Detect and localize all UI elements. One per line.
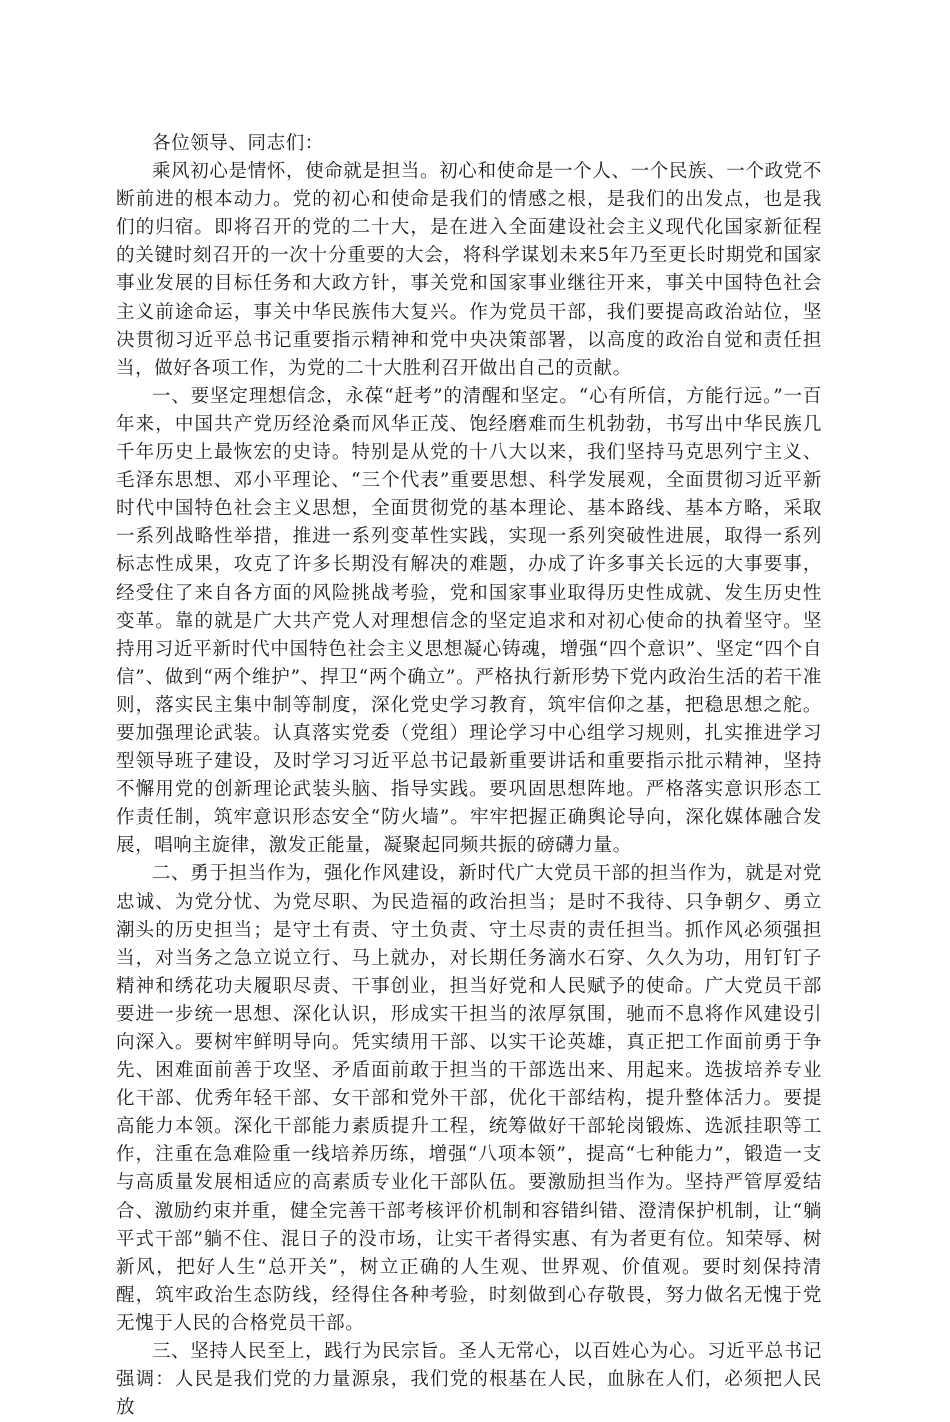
paragraph-intro: 乘风初心是情怀，使命就是担当。初心和使命是一个人、一个民族、一个政党不断前进的根本动力。党的初心和使命是我们的情感之根，是我们的出发点，也是我们的归宿。即将召开的党的二十大，是在进入全面建设社会主义现代化国家新征程的关键时刻召开的一次十分重要的大会，将科学谋划未来5年乃至更长时期党和国家事业发展的目标任务和大政方针，事关党和国家事业继往开来，事关中国特色社会主义前途命运，事关中华民族伟大复兴。作为党员干部，我们要提高政治站位，坚决贯彻习近平总书记重要指示精神和党中央决策部署，以高度的政治自觉和责任担当，做好各项工作，为党的二十大胜利召开做出自己的贡献。 — [116, 161, 822, 379]
paragraph-section-two: 二、勇于担当作为，强化作风建设，新时代广大党员干部的担当作为，就是对党忠诚、为党分忧、为党尽职、为民造福的政治担当；是时不我待、只争朝夕、勇立潮头的历史担当；是守土有责、守土负责、守土尽责的责任担当。抓作风必须强担当，对当务之急立说立行、马上就办，对长期任务滴水石穿、久久为功，用钉钉子精神和绣花功夫履职尽责、干事创业，担当好党和人民赋予的使命。广大党员干部要进一步统一思想、深化认识，形成实干担当的浓厚氛围，驰而不息将作风建设引向深入。要树牢鲜明导向。凭实绩用干部、以实干论英雄，真正把工作面前勇于争先、困难面前善于攻坚、矛盾面前敢于担当的干部选出来、用起来。选拔培养专业化干部、优秀年轻干部、女干部和党外干部，优化干部结构，提升整体活力。要提高能力本领。深化干部能力素质提升工程，统筹做好干部轮岗锻炼、选派挂职等工作，注重在急难险重一线培养历练，增强“八项本领”，提高“七种能力”，锻造一支与高质量发展相适应的高素质专业化干部队伍。要激励担当作为。坚持严管厚爱结合、激励约束并重，健全完善干部考核评价机制和容错纠错、澄清保护机制，让“躺平式干部”躺不住、混日子的没市场，让实干者得实惠、有为者更有位。知荣辱、树新风，把好人生“总开关”，树立正确的人生观、世界观、价值观。要时刻保持清醒，筑牢政治生态防线，经得住各种考验，时刻做到心存敬畏，努力做名无愧于党无愧于人民的合格党员干部。 — [116, 863, 822, 1334]
document-body — [116, 130, 822, 1422]
salutation: 各位领导、同志们： — [152, 133, 324, 154]
paragraph-section-one: 一、要坚定理想信念，永葆“赶考”的清醒和坚定。“心有所信，方能行远。”一百年来，中国共产党历经沧桑而风华正茂、饱经磨难而生机勃勃，书写出中华民族几千年历史上最恢宏的史诗。特别是从党的十八大以来，我们坚持马克思列宁主义、毛泽东思想、邓小平理论、“三个代表”重要思想、科学发展观，全面贯彻习近平新时代中国特色社会主义思想，全面贯彻党的基本理论、基本路线、基本方略，采取一系列战略性举措，推进一系列变革性实践，实现一系列突破性进展，取得一系列标志性成果，攻克了许多长期没有解决的难题，办成了许多事关长远的大事要事，经受住了来自各方面的风险挑战考验，党和国家事业取得历史性成就、发生历史性变革。靠的就是广大共产党人对理想信念的坚定追求和对初心使命的执着坚守。坚持用习近平新时代中国特色社会主义思想凝心铸魂，增强“四个意识”、坚定“四个自信”、做到“两个维护”、捍卫“两个确立”。严格执行新形势下党内政治生活的若干准则，落实民主集中制等制度，深化党史学习教育，筑牢信仰之基，把稳思想之舵。要加强理论武装。认真落实党委（党组）理论学习中心组学习规则，扎实推进学习型领导班子建设，及时学习习近平总书记最新重要讲话和重要指示批示精神，坚持不懈用党的创新理论武装头脑、指导实践。要巩固思想阵地。严格落实意识形态工作责任制，筑牢意识形态安全“防火墙”。牢牢把握正确舆论导向，深化媒体融合发展，唱响主旋律，激发正能量，凝聚起同频共振的磅礴力量。 — [116, 385, 822, 857]
paragraph-section-three: 三、坚持人民至上，践行为民宗旨。圣人无常心，以百姓心为心。习近平总书记强调：人民是我们党的力量源泉，我们党的根基在人民，血脉在人们，必须把人民放 — [116, 1341, 822, 1419]
